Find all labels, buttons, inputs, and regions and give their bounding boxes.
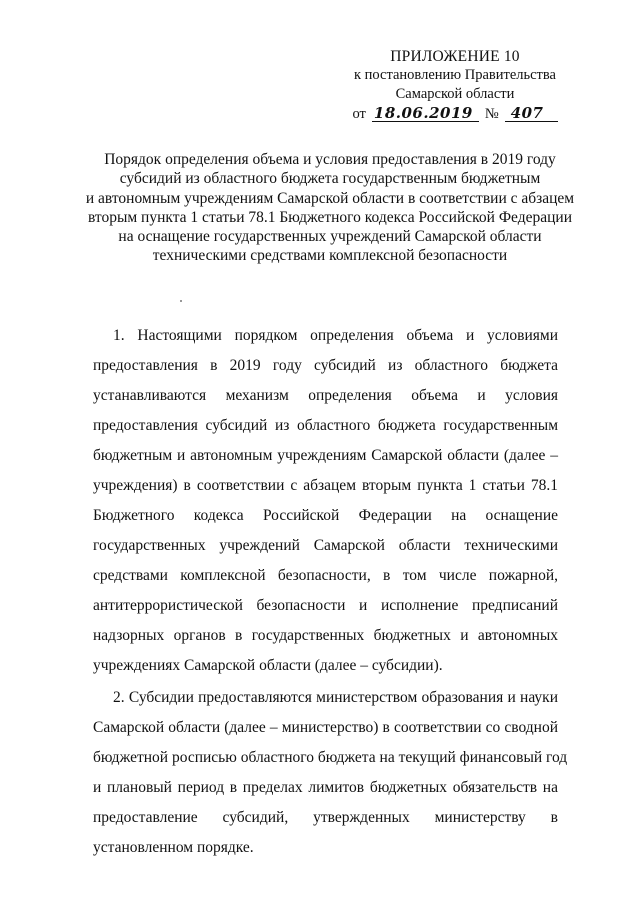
body-line: бюджетным и автономным учреждениям Самарской области (далее – (93, 447, 558, 464)
body-line: Бюджетного кодекса Российской Федерации на оснащение (93, 507, 558, 524)
title-line: Порядок определения объема и условия предоставления в 2019 году (104, 151, 556, 168)
body-line: 2. Субсидии предоставляются министерством образования и науки (113, 689, 558, 706)
title-line: на оснащение государственных учреждений Самарской области (118, 228, 542, 246)
body-line: государственных учреждений Самарской области техническими (93, 537, 558, 554)
appendix-date-number-line (330, 105, 580, 124)
appendix-resolution-line: к постановлению Правительства (354, 67, 556, 83)
body-line: предоставления в 2019 году субсидий из областного бюджета (93, 357, 558, 374)
title-line: техническими средствами комплексной безопасности (152, 247, 508, 265)
paragraph-1 (93, 321, 558, 681)
body-line: Самарской области (далее – министерство) в соответствии со сводной (93, 719, 558, 736)
body-line: предоставления субсидий из областного бюджета государственным (93, 417, 558, 434)
body-line: антитеррористической безопасности и исполнение предписаний (93, 597, 558, 614)
appendix-block (330, 47, 580, 124)
number-prefix: № (484, 106, 499, 122)
date-prefix: от (352, 106, 366, 122)
body-line: и плановый период в пределах лимитов бюджетных обязательств на (93, 779, 558, 796)
body-line: средствами комплексной безопасности, в том числе пожарной, (93, 567, 558, 584)
body-line: учреждениях Самарской области (далее – субсидии). (93, 657, 443, 674)
handwritten-date: 18.06.2019 (372, 105, 479, 122)
body-line: 1. Настоящими порядком определения объема и условиями (113, 327, 558, 344)
title-line: субсидий из областного бюджета государственным бюджетным (119, 170, 541, 188)
document-title (60, 150, 600, 266)
document-body (93, 321, 568, 863)
body-line: предоставление субсидий, утвержденных министерству в (93, 809, 558, 826)
appendix-title: ПРИЛОЖЕНИЕ 10 (390, 48, 520, 65)
body-line: бюджетной росписью областного бюджета на текущий финансовый год (93, 749, 568, 766)
body-line: установленном порядке. (93, 839, 254, 856)
body-line: надзорных органов в государственных бюджетных и автономных (93, 627, 558, 644)
body-line: устанавливаются механизм определения объема и условия (93, 387, 558, 404)
handwritten-number: 407 (505, 105, 558, 122)
title-line: вторым пункта 1 статьи 78.1 Бюджетного кодекса Российской Федерации (87, 208, 573, 226)
appendix-region-line: Самарской области (395, 86, 515, 102)
scan-speck (180, 300, 182, 302)
body-line: учреждения) в соответствии с абзацем вторым пункта 1 статьи 78.1 (93, 477, 558, 494)
paragraph-2 (93, 683, 568, 863)
title-line: и автономным учреждениям Самарской области в соответствии с абзацем (85, 189, 575, 207)
